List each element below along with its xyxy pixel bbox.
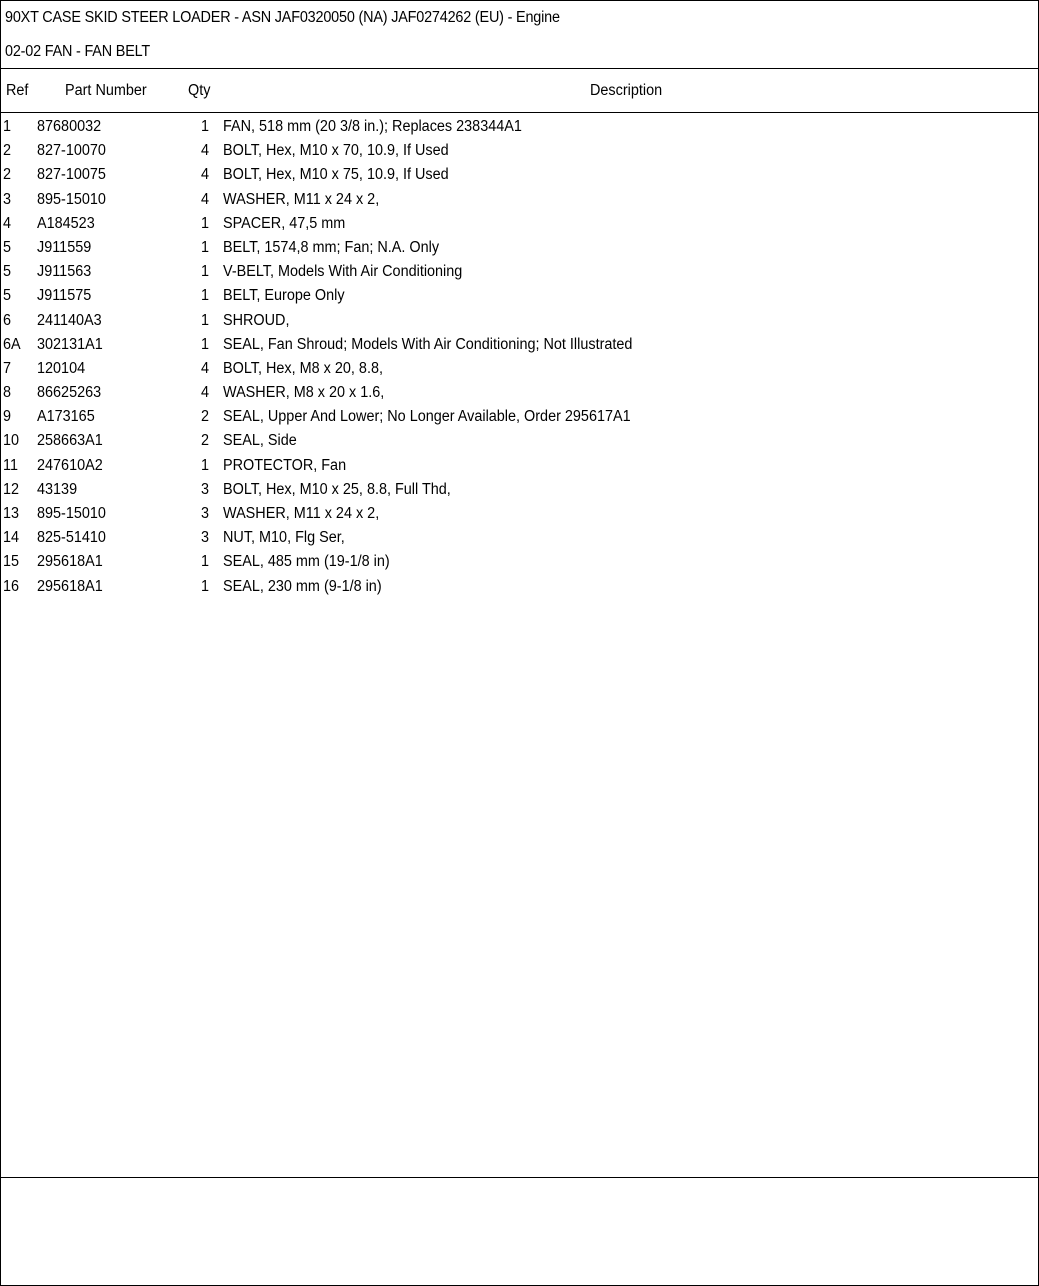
ref-cell: 9: [3, 408, 12, 426]
part-number-cell: 43139: [37, 480, 78, 498]
part-number-cell: J911563: [37, 263, 92, 281]
qty-cell: 3: [200, 505, 209, 522]
table-row: [1, 528, 1038, 552]
table-row: [1, 407, 1038, 431]
part-number-cell: J911575: [37, 287, 92, 305]
table-row: [1, 335, 1038, 359]
part-number-cell: A184523: [37, 214, 95, 232]
part-number-cell: 295618A1: [37, 553, 103, 571]
part-number-cell: 258663A1: [37, 432, 103, 450]
parts-table-body: [1, 117, 1038, 601]
description-cell: WASHER, M11 x 24 x 2,: [223, 505, 380, 522]
table-row: [1, 383, 1038, 407]
table-row: [1, 238, 1038, 262]
ref-cell: 5: [3, 263, 12, 281]
description-cell: SEAL, Fan Shroud; Models With Air Conditioning; Not Illustrated: [223, 335, 633, 353]
description-cell: SEAL, Upper And Lower; No Longer Available, Order 295617A1: [223, 408, 631, 426]
divider: [1, 112, 1038, 113]
description-cell: SEAL, 230 mm (9-1/8 in): [223, 577, 382, 595]
part-number-cell: 241140A3: [37, 311, 102, 329]
part-number-cell: 895-15010: [37, 190, 106, 208]
ref-cell: 8: [3, 384, 12, 402]
qty-cell: 1: [200, 263, 209, 281]
description-cell: NUT, M10, Flg Ser,: [223, 529, 345, 547]
table-row: [1, 262, 1038, 286]
qty-cell: 1: [200, 553, 209, 571]
table-row: [1, 480, 1038, 504]
section-title: 02-02 FAN - FAN BELT: [5, 43, 151, 60]
description-cell: BOLT, Hex, M8 x 20, 8.8,: [223, 359, 383, 377]
ref-cell: 10: [3, 432, 20, 450]
description-cell: PROTECTOR, Fan: [223, 456, 347, 474]
qty-cell: 2: [200, 432, 209, 450]
table-row: [1, 117, 1038, 141]
table-row: [1, 552, 1038, 576]
table-row: [1, 456, 1038, 480]
part-number-cell: 827-10070: [37, 142, 106, 160]
description-cell: BELT, Europe Only: [223, 287, 345, 305]
column-header-part-number: Part Number: [65, 82, 147, 99]
part-number-cell: 827-10075: [37, 166, 106, 184]
part-number-cell: 295618A1: [37, 577, 103, 595]
description-cell: BOLT, Hex, M10 x 25, 8.8, Full Thd,: [223, 480, 451, 498]
table-row: [1, 214, 1038, 238]
ref-cell: 6A: [3, 335, 21, 353]
column-header-qty: Qty: [188, 82, 211, 99]
column-header-description: Description: [590, 82, 663, 99]
ref-cell: 11: [3, 456, 18, 474]
ref-cell: 1: [3, 118, 12, 135]
qty-cell: 1: [200, 456, 209, 474]
part-number-cell: 86625263: [37, 384, 102, 402]
description-cell: WASHER, M8 x 20 x 1.6,: [223, 384, 385, 402]
ref-cell: 7: [3, 359, 12, 377]
description-cell: FAN, 518 mm (20 3/8 in.); Replaces 238344A1: [223, 118, 522, 135]
qty-cell: 4: [200, 190, 209, 208]
ref-cell: 15: [3, 553, 20, 571]
description-cell: WASHER, M11 x 24 x 2,: [223, 190, 380, 208]
table-row: [1, 431, 1038, 455]
ref-cell: 2: [3, 142, 12, 160]
table-row: [1, 190, 1038, 214]
part-number-cell: 120104: [37, 359, 86, 377]
ref-cell: 14: [3, 529, 20, 547]
qty-cell: 1: [200, 238, 209, 256]
part-number-cell: 825-51410: [37, 529, 106, 547]
divider: [1, 68, 1038, 69]
ref-cell: 5: [3, 238, 12, 256]
divider: [1, 1177, 1038, 1178]
description-cell: V-BELT, Models With Air Conditioning: [223, 263, 463, 281]
description-cell: SEAL, 485 mm (19-1/8 in): [223, 553, 390, 571]
qty-cell: 3: [200, 480, 209, 498]
qty-cell: 4: [200, 166, 209, 184]
part-number-cell: 87680032: [37, 118, 102, 135]
description-cell: SPACER, 47,5 mm: [223, 214, 346, 232]
qty-cell: 1: [200, 335, 209, 353]
table-row: [1, 286, 1038, 310]
part-number-cell: A173165: [37, 408, 95, 426]
table-row: [1, 141, 1038, 165]
qty-cell: 1: [200, 214, 209, 232]
qty-cell: 1: [200, 311, 209, 329]
qty-cell: 1: [200, 287, 209, 305]
description-cell: SEAL, Side: [223, 432, 297, 450]
ref-cell: 6: [3, 311, 12, 329]
part-number-cell: J911559: [37, 238, 92, 256]
part-number-cell: 247610A2: [37, 456, 103, 474]
qty-cell: 2: [200, 408, 209, 426]
ref-cell: 16: [3, 577, 20, 595]
qty-cell: 4: [200, 359, 209, 377]
description-cell: BOLT, Hex, M10 x 70, 10.9, If Used: [223, 142, 449, 160]
page-title: 90XT CASE SKID STEER LOADER - ASN JAF0320050 (NA) JAF0274262 (EU) - Engine: [5, 9, 560, 26]
column-header-ref: Ref: [6, 82, 29, 99]
description-cell: SHROUD,: [223, 311, 290, 329]
qty-cell: 4: [200, 142, 209, 160]
ref-cell: 13: [3, 505, 20, 522]
ref-cell: 4: [3, 214, 12, 232]
qty-cell: 3: [200, 529, 209, 547]
description-cell: BELT, 1574,8 mm; Fan; N.A. Only: [223, 238, 440, 256]
qty-cell: 1: [200, 577, 209, 595]
part-number-cell: 895-15010: [37, 505, 106, 522]
part-number-cell: 302131A1: [37, 335, 103, 353]
qty-cell: 1: [200, 118, 209, 135]
qty-cell: 4: [200, 384, 209, 402]
table-row: [1, 165, 1038, 189]
ref-cell: 2: [3, 166, 12, 184]
ref-cell: 5: [3, 287, 12, 305]
description-cell: BOLT, Hex, M10 x 75, 10.9, If Used: [223, 166, 449, 184]
ref-cell: 3: [3, 190, 12, 208]
table-row: [1, 359, 1038, 383]
table-row: [1, 504, 1038, 528]
table-row: [1, 577, 1038, 601]
ref-cell: 12: [3, 480, 20, 498]
table-row: [1, 311, 1038, 335]
